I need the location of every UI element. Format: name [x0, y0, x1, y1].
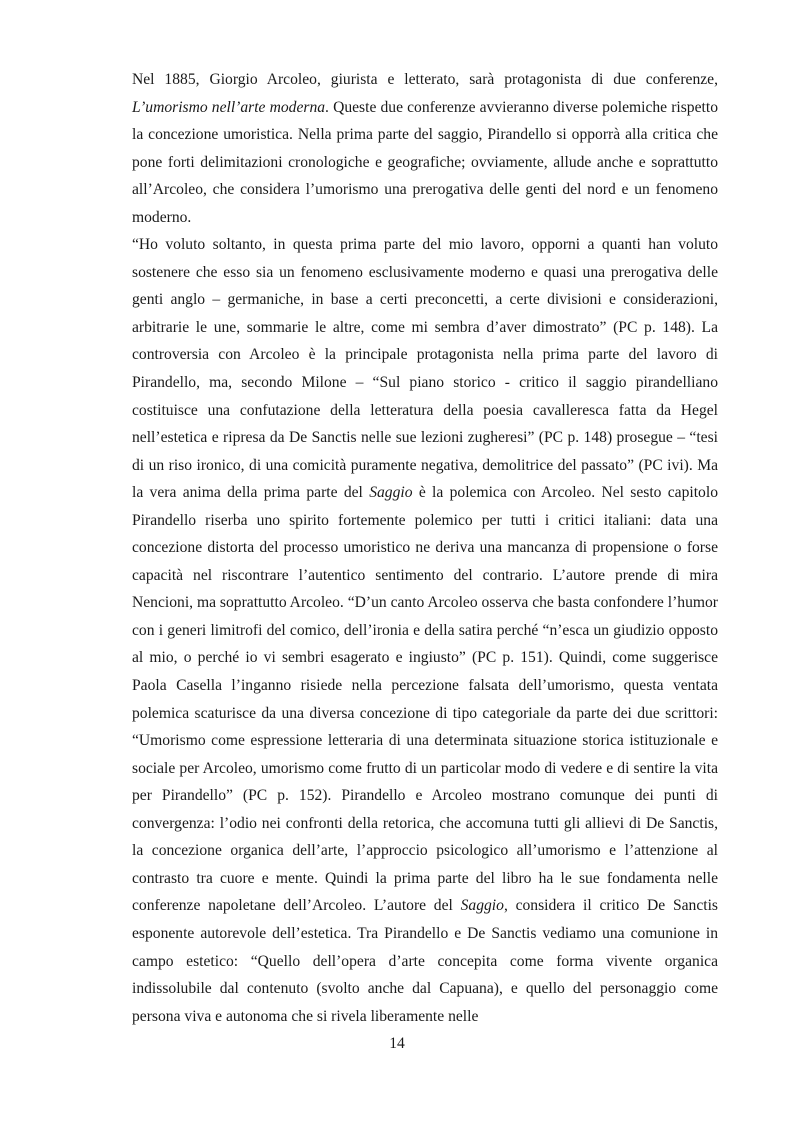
text-span: “Ho voluto soltanto, in questa prima parte del mio lavoro, opporni a quanti han voluto sostenere che esso sia un fenomeno esclusivamente moderno e quasi una prerogativa delle genti anglo – germaniche, in base a certi preconcetti, a certe divisioni e considerazioni, arbitrarie le une, sommarie le altre, come mi sembra d’aver dimostrato” (PC p. 148). La controversia con Arcoleo è la principale protagonista nella prima parte del lavoro di Pirandello, ma, secondo Milone – “Sul piano storico - critico il saggio pirandelliano costituisce una confutazione della letteratura della poesia cavalleresca fatta da Hegel nell’estetica e ripresa da De Sanctis nelle sue lezioni zugheresi” (PC p. 148) prosegue – “tesi di un riso ironico, di una comicità puramente negativa, demolitrice del passato” (PC ivi). Ma la vera anima della prima parte del: [132, 236, 718, 502]
italic-saggio: Saggio: [369, 484, 413, 502]
italic-title: L’umorismo nell’arte moderna: [132, 98, 326, 116]
text-span: Nel 1885, Giorgio Arcoleo, giurista e letterato, sarà protagonista di due conferenze,: [132, 71, 718, 88]
text-span: . Queste due conferenze avvieranno diverse polemiche rispetto la concezione umoristica. Nella prima parte del saggio, Pirandello si opporrà alla critica che pone forti delimitazioni cronologiche e geografiche; ovviamente, allude anche e soprattutto all’Arcoleo, che considera l’umorismo una prerogativa delle genti del nord e un fenomeno moderno.: [132, 98, 718, 226]
text-span: , considera il critico De Sanctis esponente autorevole dell’estetica. Tra Pirandello e De Sanctis vediamo una comunione in campo estetico: “Quello dell’opera d’arte concepita come forma vivente organica indissolubile dal contenuto (svolto anche dal Capuana), e quello del personaggio come persona viva e autonoma che si rivela liberamente nelle: [132, 897, 718, 1025]
italic-saggio: Saggio: [460, 897, 504, 915]
paragraph-pirandello-quote: [132, 231, 718, 1030]
text-span: è la polemica con Arcoleo. Nel sesto capitolo Pirandello riserba uno spirito fortemente polemico per tutti i critici italiani: data una concezione distorta del processo umoristico ne deriva una mancanza di propensione o forse capacità nel riscontrare l’autentico sentimento del contrario. L’autore prende di mira Nencioni, ma soprattutto Arcoleo. “D’un canto Arcoleo osserva che basta confondere l’humor con i generi limitrofi del comico, dell’ironia e della satira perché “n’esca un giudizio opposto al mio, o perché io vi sembri esagerato e ingiusto” (PC p. 151). Quindi, come suggerisce Paola Casella l’inganno risiede nella percezione falsata dell’umorismo, questa ventata polemica scaturisce da una diversa concezione di tipo categoriale da parte dei due scrittori: “Umorismo come espressione letteraria di una determinata situazione storica istituzionale e sociale per Arcoleo, umorismo come frutto di un particolar modo di vedere e di sentire la vita per Pirandello” (PC p. 152). Pirandello e Arcoleo mostrano comunque dei punti di convergenza: l’odio nei confronti della retorica, che accomuna tutti gli allievi di De Sanctis, la concezione organica dell’arte, l’approccio psicologico all’umorismo e l’attenzione al contrasto tra cuore e mente. Quindi la prima parte del libro ha le sue fondamenta nelle conferenze napoletane dell’Arcoleo. L’autore del: [132, 484, 718, 915]
body-text: [132, 66, 718, 1030]
page-number: 14: [389, 1035, 405, 1052]
paragraph-arcoleo-intro: [132, 66, 718, 231]
